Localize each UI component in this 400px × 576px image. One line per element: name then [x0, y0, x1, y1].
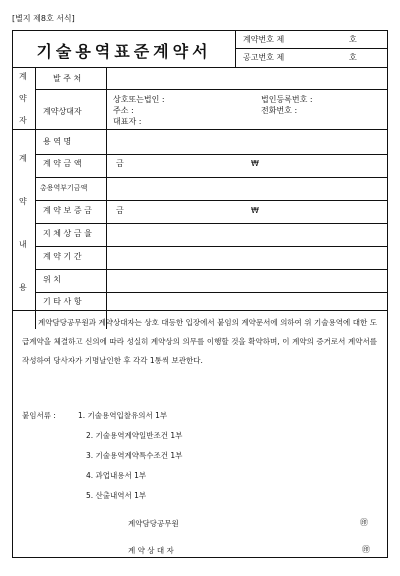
attachment-item: 4. 과업내용서 1부: [86, 471, 147, 480]
content-side-4: 용: [19, 283, 27, 292]
row-label: 계 약 보 증 금: [43, 206, 92, 215]
row-label: 위 치: [43, 275, 61, 284]
attachment-item: 2. 기술용역계약일반조건 1부: [86, 431, 183, 440]
attachment-item: 1. 기술용역입찰유의서 1부: [78, 411, 168, 420]
content-side-1: 계: [19, 154, 27, 163]
contract-no-label: 계약번호 제: [243, 35, 285, 44]
content-side-3: 내: [19, 240, 27, 249]
row-label: 계 약 기 간: [43, 252, 82, 261]
notice-no-suffix: 호: [349, 53, 357, 62]
row-value: 금: [116, 206, 124, 215]
counterparty-label: 계약상대자: [43, 107, 82, 116]
seal-mark-icon: ㊞: [360, 518, 368, 527]
notice-no-label: 공고번호 제: [243, 53, 285, 62]
page-title: 기술용역표준계약서: [36, 42, 212, 61]
row-label: 기 타 사 항: [43, 297, 82, 306]
attachment-item: 3. 기술용역계약특수조건 1부: [86, 451, 183, 460]
contract-sheet: [12, 30, 388, 558]
row-label: 용 역 명: [43, 137, 72, 146]
attachment-item: 5. 산출내역서 1부: [86, 491, 147, 500]
contractor-side-3: 자: [19, 116, 27, 125]
row-won: ₩: [251, 159, 259, 168]
client-label: 발 주 처: [53, 74, 82, 83]
row-label: 총용역부기금액: [40, 184, 88, 192]
row-label: 지 체 상 금 율: [43, 229, 92, 238]
attachments-label: 붙임서류 :: [22, 411, 56, 420]
seal-mark-icon: ㊞: [362, 545, 370, 554]
row-value: 금: [116, 159, 124, 168]
row-won: ₩: [251, 206, 259, 215]
corp-reg-field: 법인등록번호 :: [261, 95, 313, 104]
form-label: [별지 제8호 서식]: [12, 14, 75, 23]
agreement-text: 계약담당공무원과 계약상대자는 상호 대등한 입장에서 붙임의 계약문서에 의하여 위 기술용역에 대한 도급계약을 체결하고 신의에 따라 성실히 계약상의 의무를 이행할 것을 확약하며, 이 계약의 증거로서 계약서를 작성하여 당사자가 기명날인한 후 각각 1통씩 보관한다.: [22, 318, 377, 365]
official-signature-label: 계약담당공무원: [128, 519, 179, 528]
address-field: 주소 :: [113, 106, 134, 115]
phone-field: 전화번호 :: [261, 106, 298, 115]
row-label: 계 약 금 액: [43, 159, 82, 168]
company-field: 상호또는법인 :: [113, 95, 165, 104]
contractor-side-2: 약: [19, 94, 27, 103]
contract-no-suffix: 호: [349, 35, 357, 44]
representative-field: 대표자 :: [113, 117, 142, 126]
content-side-2: 약: [19, 197, 27, 206]
counterparty-signature-label: 계 약 상 대 자: [128, 546, 174, 555]
contractor-side-1: 계: [19, 72, 27, 81]
